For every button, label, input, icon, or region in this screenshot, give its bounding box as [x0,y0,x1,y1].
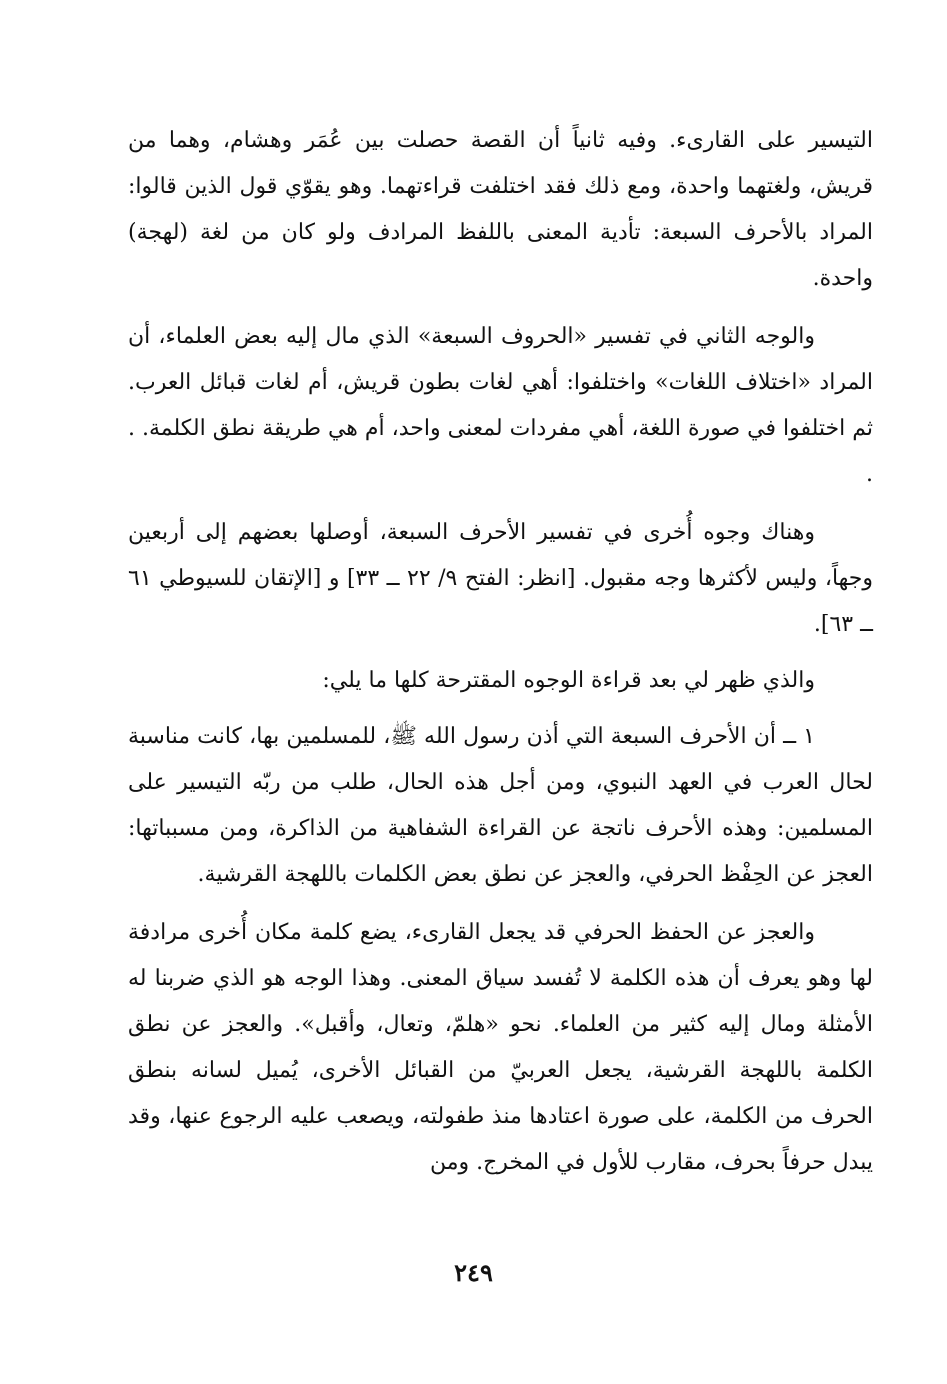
paragraph-6: والعجز عن الحفظ الحرفي قد يجعل القارىء، يضع كلمة مكان أُخرى مرادفة لها وهو يعرف أن هذه الكلمة لا تُفسد سياق المعنى. وهذا الوجه هو الذي ضربنا له الأمثلة ومال إليه كثير من العلماء. نحو «هلمّ، وتعال، وأقبل». والعجز عن نطق الكلمة باللهجة القرشية، يجعل العربيّ من القبائل الأخرى، يُميل لسانه بنطق الحرف من الكلمة، على صورة اعتادها منذ طفولته، ويصعب عليه الرجوع عنها، وقد يبدل حرفاً بحرف، مقارب للأول في المخرج. ومن [128,920,873,1175]
body-text [128,118,873,1186]
paragraph-2: والوجه الثاني في تفسير «الحروف السبعة» الذي مال إليه بعض العلماء، أن المراد «اختلاف اللغات» واختلفوا: أهي لغات بطون قريش، أم لغات قبائل العرب. ثم اختلفوا في صورة اللغة، أهي مفردات لمعنى واحد، أم هي طريقة نطق الكلمة. . . [128,324,873,487]
paragraph-1: التيسير على القارىء. وفيه ثانياً أن القصة حصلت بين عُمَر وهشام، وهما من قريش، ولغتهما واحدة، ومع ذلك فقد اختلفت قراءتهما. وهو يقوّي قول الذين قالوا: المراد بالأحرف السبعة: تأدية المعنى باللفظ المرادف ولو كان من لغة (لهجة) واحدة. [128,128,873,291]
paragraph-4: والذي ظهر لي بعد قراءة الوجوه المقترحة كلها ما يلي: [322,668,815,693]
paragraph-5: ١ ــ أن الأحرف السبعة التي أذن رسول الله ﷺ، للمسلمين بها، كانت مناسبة لحال العرب في العهد النبوي، ومن أجل هذه الحال، طلب من ربّه التيسير على المسلمين: وهذه الأحرف ناتجة عن القراءة الشفاهية من الذاكرة، ومن مسبباتها: العجز عن الحِفْظ الحرفي، والعجز عن نطق بعض الكلمات باللهجة القرشية. [128,724,873,887]
paragraph-3: وهناك وجوه أُخرى في تفسير الأحرف السبعة، أوصلها بعضهم إلى أربعين وجهاً، وليس لأكثرها وجه مقبول. [انظر: الفتح ٩/ ٢٢ ــ ٣٣] و [الإتقان للسيوطي ٦١ ــ ٦٣]. [128,520,874,637]
page-number: ٢٤٩ [454,1258,493,1287]
